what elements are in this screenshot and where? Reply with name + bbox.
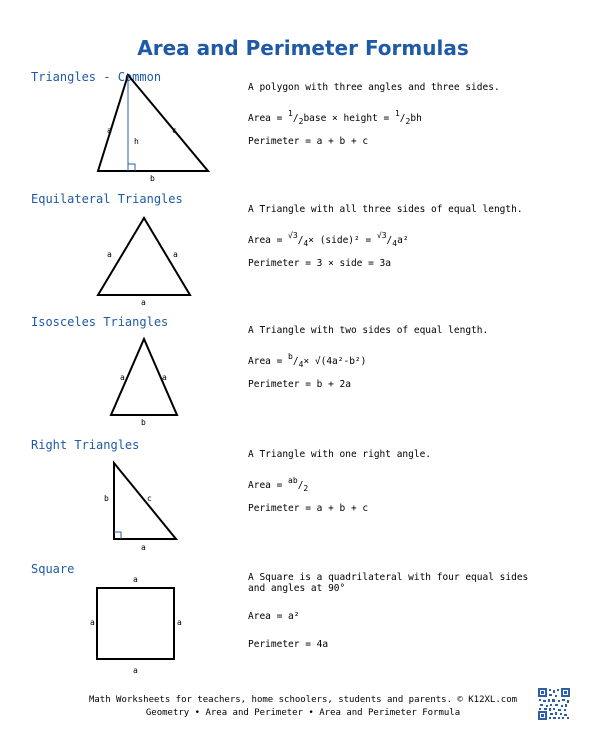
square-label-left: a bbox=[90, 618, 95, 627]
isosceles-description: A Triangle with two sides of equal length. bbox=[248, 325, 489, 336]
right-label-a: a bbox=[141, 543, 146, 552]
right-label-c: c bbox=[147, 494, 152, 503]
right-area-formula: Area = $^{ab}/_2$ bbox=[248, 476, 309, 493]
section-heading-right: Right Triangles bbox=[31, 438, 140, 452]
equilateral-label-left: a bbox=[107, 250, 112, 259]
square-perimeter-formula: Perimeter = 4a bbox=[248, 639, 329, 650]
isosceles-label-bottom: b bbox=[141, 418, 146, 427]
square-description: A Square is a quadrilateral with four equal sides and angles at 90° bbox=[248, 572, 529, 594]
equilateral-area-formula: Area = $^{√3}/_4\times$ (side)² = $^{√3}/_4a^2$ bbox=[248, 231, 409, 248]
equilateral-label-right: a bbox=[173, 250, 178, 259]
footer-line-1: Math Worksheets for teachers, home schoolers, students and parents. © K12XL.com bbox=[88, 695, 518, 705]
isosceles-label-right: a bbox=[162, 373, 167, 382]
square-label-right: a bbox=[177, 618, 182, 627]
section-heading-equilateral: Equilateral Triangles bbox=[31, 192, 183, 206]
common-label-c: c bbox=[172, 126, 177, 135]
square-label-top: a bbox=[133, 575, 138, 584]
qr-code-icon bbox=[538, 688, 570, 720]
isosceles-perimeter-formula: Perimeter = b + 2a bbox=[248, 379, 351, 390]
isosceles-label-left: a bbox=[120, 373, 125, 382]
right-perimeter-formula: Perimeter = a + b + c bbox=[248, 503, 369, 514]
common-label-h: h bbox=[134, 137, 139, 146]
common-description: A polygon with three angles and three sides. bbox=[248, 82, 500, 93]
right-triangle-figure bbox=[114, 463, 176, 539]
equilateral-label-bottom: a bbox=[141, 298, 146, 307]
square-label-bottom: a bbox=[133, 666, 138, 675]
right-description: A Triangle with one right angle. bbox=[248, 449, 432, 460]
square-area-formula: Area = a² bbox=[248, 611, 300, 622]
common-perimeter-formula: Perimeter = a + b + c bbox=[248, 136, 369, 147]
right-label-b: b bbox=[104, 494, 109, 503]
section-heading-square: Square bbox=[31, 562, 75, 576]
common-triangle-figure bbox=[98, 75, 208, 171]
footer-line-2: Geometry • Area and Perimeter • Area and Perimeter Formula bbox=[145, 708, 461, 718]
common-area-formula: Area = $^1/_2base$ × height = $^1/_2bh$ bbox=[248, 109, 422, 126]
page-title: Area and Perimeter Formulas bbox=[137, 36, 469, 60]
section-heading-isosceles: Isosceles Triangles bbox=[31, 315, 169, 329]
common-label-b: b bbox=[150, 174, 155, 183]
square-figure bbox=[97, 588, 174, 659]
equilateral-perimeter-formula: Perimeter = 3 × side = 3a bbox=[248, 258, 391, 269]
isosceles-area-formula: Area = $^b/_4\times √(4a^2-b^2)$ bbox=[248, 352, 367, 369]
equilateral-description: A Triangle with all three sides of equal length. bbox=[248, 204, 523, 215]
common-label-a: a bbox=[107, 126, 112, 135]
section-heading-common: Triangles - Common bbox=[31, 70, 162, 84]
